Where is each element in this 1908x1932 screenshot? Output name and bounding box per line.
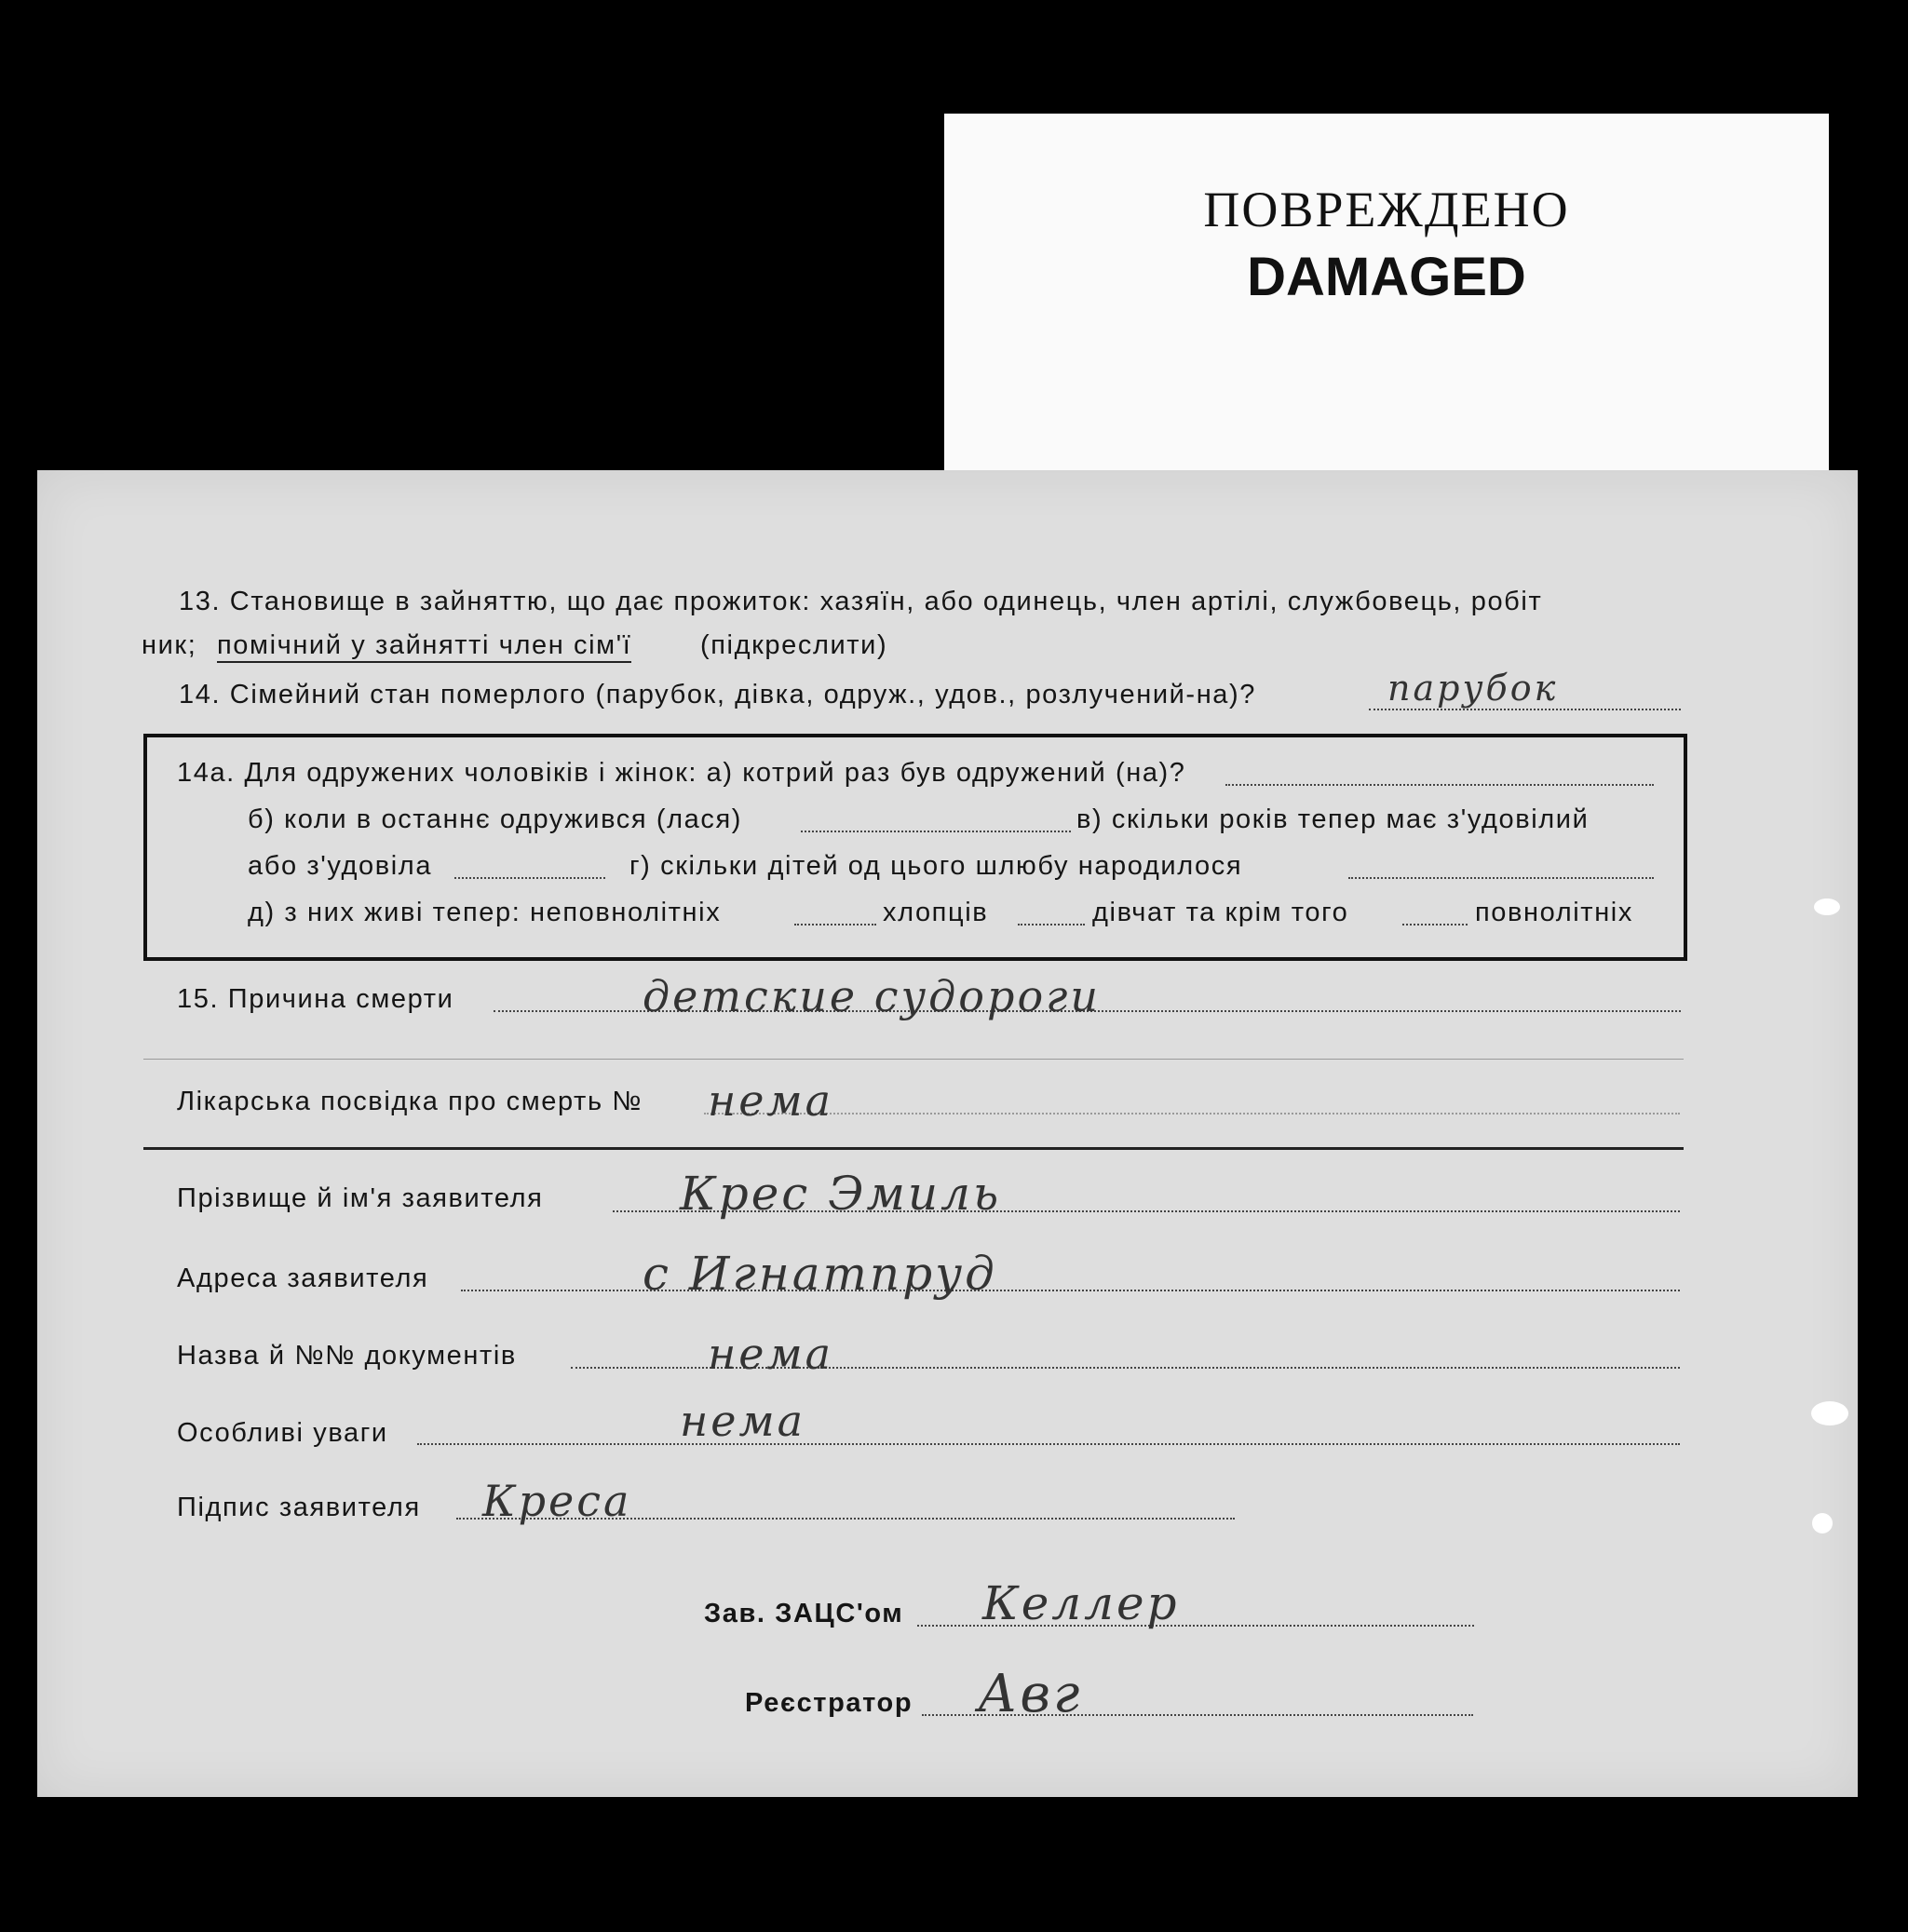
- handwritten-documents: нема: [708, 1329, 834, 1379]
- registrar-label: Реєстратор: [745, 1688, 913, 1718]
- q14a-girls-label: дівчат та крім того: [1092, 898, 1349, 927]
- q13-line1: 13. Становище в зайняттю, що дає прожиток: хазяїн, або одинець, член артілі, службовець, робіт: [179, 587, 1543, 616]
- q14-answer-line: [1369, 709, 1681, 710]
- q14a-g-label: г) скільки дітей од цього шлюбу народилося: [629, 851, 1243, 881]
- q14a-boys-line: [1018, 924, 1085, 925]
- cert-bottom-rule: [143, 1147, 1684, 1150]
- q14a-v-label: в) скільки років тепер має з'удовілий: [1076, 804, 1590, 834]
- certificate-answer-line: [704, 1113, 1680, 1115]
- q13-line2-prefix: ник;: [142, 630, 197, 660]
- documents-label: Назва й №№ документів: [177, 1341, 517, 1371]
- q14a-or-label: або з'удовіла: [248, 851, 433, 881]
- q14a-v-answer-line: [454, 877, 605, 879]
- damaged-stamp-russian: ПОВРЕЖДЕНО: [1203, 182, 1570, 237]
- q14-marital-status-label: 14. Сімейний стан померлого (парубок, дівка, одруж., удов., розлучений-на)?: [179, 680, 1257, 709]
- paper-damage-speck: [1811, 1401, 1848, 1425]
- q14a-line1: 14а. Для одружених чоловіків і жінок: а) котрий раз був одружений (на)?: [177, 758, 1186, 788]
- paper-damage-speck: [1814, 898, 1840, 915]
- handwritten-certificate: нема: [708, 1075, 834, 1126]
- applicant-name-label: Прізвище й ім'я заявителя: [177, 1183, 544, 1213]
- handwritten-cause-of-death: детские судороги: [643, 971, 1102, 1021]
- notes-label: Особливі уваги: [177, 1418, 388, 1448]
- applicant-signature-label: Підпис заявителя: [177, 1493, 421, 1522]
- handwritten-applicant-signature: Креса: [482, 1476, 632, 1526]
- q14a-d-label: д) з них живі тепер: неповнолітніх: [248, 898, 722, 927]
- married-persons-box: [143, 734, 1687, 961]
- damaged-stamp-english: DAMAGED: [1247, 247, 1526, 307]
- q14a-d-minors-line: [794, 924, 876, 925]
- q14a-adults-label: повнолітніх: [1475, 898, 1633, 927]
- head-of-registry-label: Зав. ЗАЦС'ом: [704, 1599, 904, 1628]
- q14a-a-answer-line: [1225, 784, 1654, 786]
- damaged-card: [944, 114, 1829, 479]
- q15-cause-label: 15. Причина смерти: [177, 984, 454, 1014]
- handwritten-head-signature: Келлер: [982, 1576, 1180, 1630]
- q14a-g-answer-line: [1348, 877, 1654, 879]
- medical-certificate-label: Лікарська посвідка про смерть №: [177, 1087, 643, 1116]
- q14a-b-answer-line: [801, 831, 1071, 832]
- handwritten-notes: нема: [680, 1396, 806, 1446]
- handwritten-marital-status: парубок: [1387, 668, 1559, 709]
- death-record-form: [37, 470, 1858, 1797]
- cert-top-rule: [143, 1059, 1684, 1060]
- q14a-girls-line: [1402, 924, 1468, 925]
- q13-line2-suffix: (підкреслити): [700, 630, 888, 660]
- handwritten-address: с Игнатпруд: [643, 1247, 997, 1301]
- q14a-boys-label: хлопців: [883, 898, 989, 927]
- q13-underlined-option: помічний у зайнятті член сім'ї: [217, 630, 631, 663]
- handwritten-registrar-signature: Авг: [978, 1664, 1083, 1724]
- applicant-address-label: Адреса заявителя: [177, 1263, 429, 1293]
- handwritten-applicant-name: Крес Эмиль: [680, 1167, 1002, 1221]
- paper-damage-speck: [1812, 1513, 1833, 1533]
- q14a-b-label: б) коли в останнє одружився (лася): [248, 804, 743, 834]
- notes-line: [417, 1443, 1680, 1445]
